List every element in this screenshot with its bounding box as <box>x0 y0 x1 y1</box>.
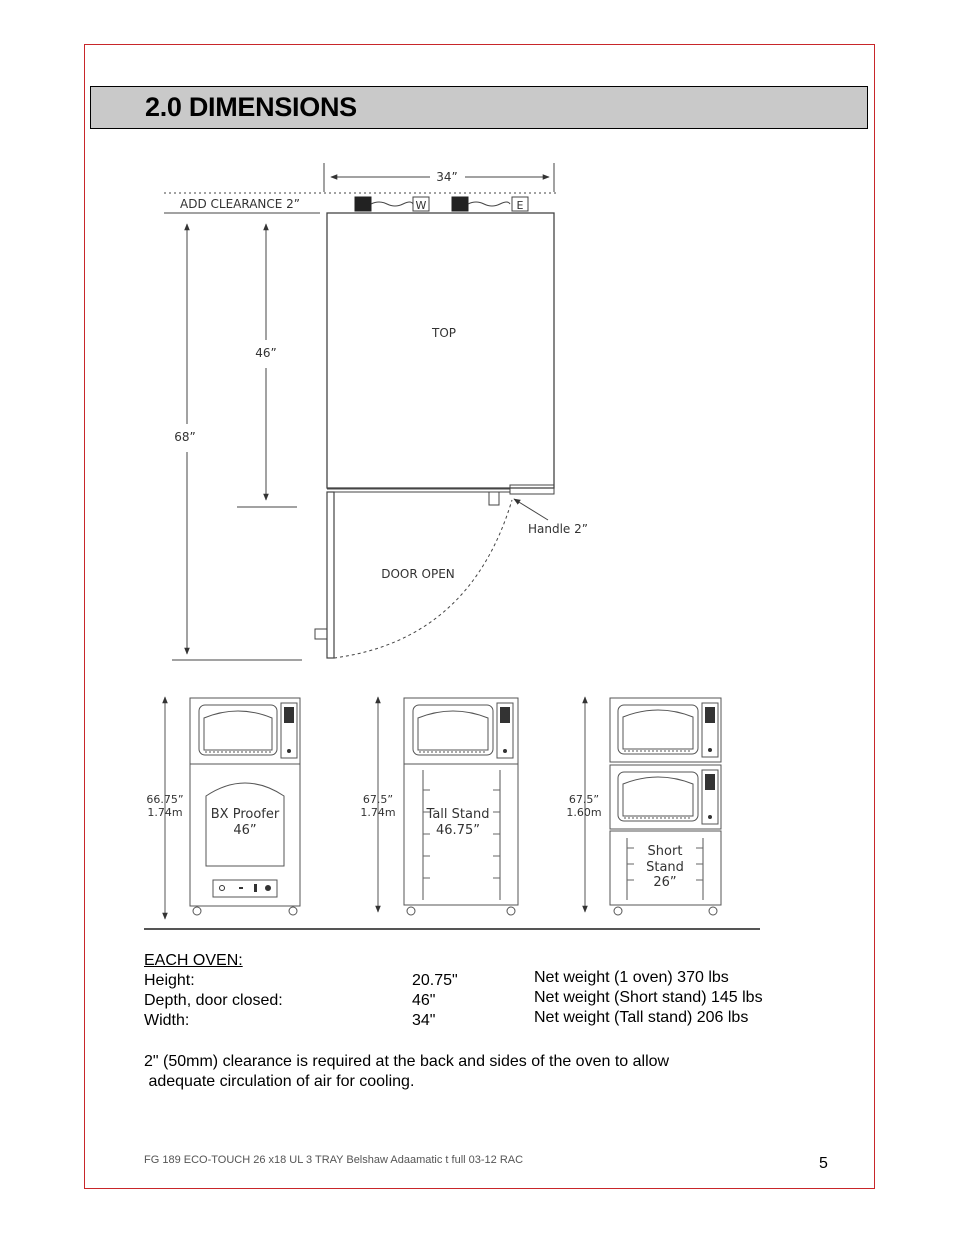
short-stand-unit-height-label: 26” <box>653 875 677 890</box>
short-stand-metric-label: 1.60m <box>566 806 602 819</box>
weight-oven: Net weight (1 oven) 370 lbs <box>534 969 729 986</box>
front-view-tall-stand <box>378 697 518 915</box>
proofer-height-label: 66.75” <box>146 793 184 806</box>
spec-value-width: 34" <box>412 1012 436 1029</box>
section-title: 2.0 DIMENSIONS <box>145 92 357 122</box>
weight-short-stand: Net weight (Short stand) 145 lbs <box>534 989 763 1006</box>
tall-stand-name-label: Tall Stand <box>426 807 490 822</box>
clearance-label: ADD CLEARANCE 2” <box>180 197 301 211</box>
spec-value-depth: 46" <box>412 992 436 1009</box>
top-view-drawing <box>164 163 556 660</box>
short-stand-name-line1: Short <box>647 844 683 859</box>
spec-label-width: Width: <box>144 1012 190 1029</box>
clearance-note-line1: 2" (50mm) clearance is required at the back and sides of the oven to allow <box>144 1053 670 1070</box>
proofer-name-label: BX Proofer <box>210 807 280 822</box>
tall-stand-height-label: 67.5” <box>362 793 394 806</box>
short-stand-height-label: 67.5” <box>568 793 600 806</box>
top-label: TOP <box>431 326 457 340</box>
clearance-note-line2: adequate circulation of air for cooling. <box>144 1073 415 1090</box>
tall-stand-metric-label: 1.74m <box>360 806 396 819</box>
specs-heading: EACH OVEN: <box>144 952 243 969</box>
weight-tall-stand: Net weight (Tall stand) 206 lbs <box>534 1009 749 1026</box>
tall-stand-unit-height-label: 46.75” <box>436 823 480 838</box>
connector-e-label: E <box>516 199 524 212</box>
handle-label: Handle 2” <box>528 522 588 536</box>
proofer-unit-height-label: 46” <box>233 823 257 838</box>
connector-w-label: W <box>415 199 427 212</box>
total-depth-label: 68” <box>174 430 196 444</box>
spec-value-height: 20.75" <box>412 972 458 989</box>
depth-dimension-label: 46” <box>255 346 277 360</box>
spec-label-depth: Depth, door closed: <box>144 992 283 1009</box>
door-open-label: DOOR OPEN <box>381 567 455 581</box>
spec-label-height: Height: <box>144 972 195 989</box>
width-dimension-label: 34” <box>436 170 458 184</box>
short-stand-name-line2: Stand <box>646 860 684 875</box>
proofer-metric-label: 1.74m <box>147 806 183 819</box>
footer-doc-ref: FG 189 ECO-TOUCH 26 x18 UL 3 TRAY Belshaw Adaamatic t full 03-12 RAC <box>144 1154 524 1166</box>
page-number: 5 <box>819 1155 828 1172</box>
